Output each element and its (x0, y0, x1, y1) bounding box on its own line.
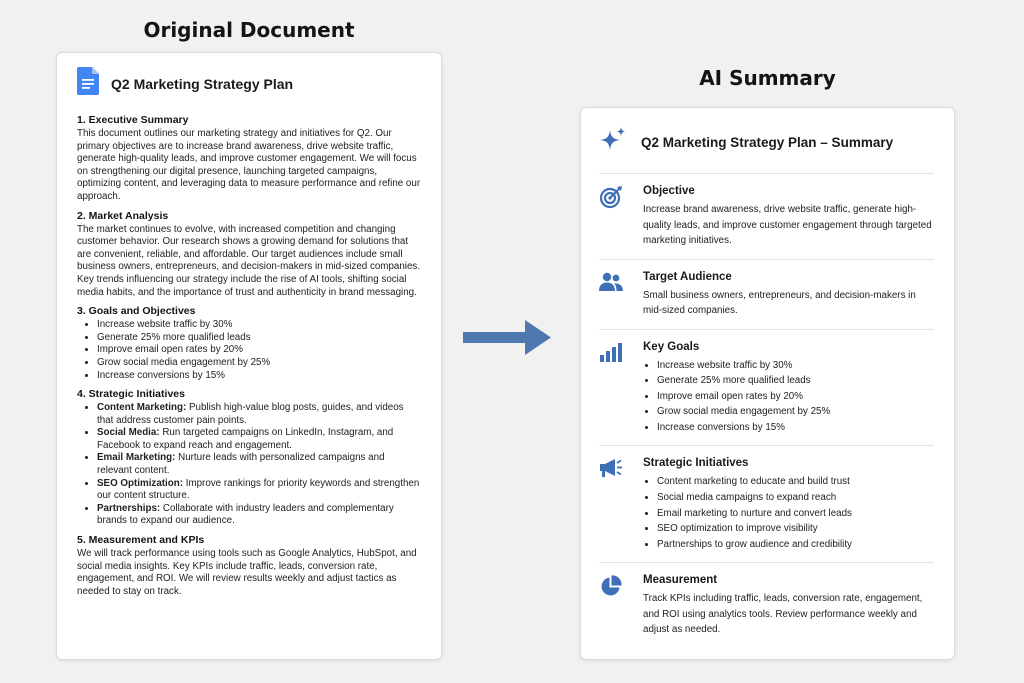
list-item: • Email marketing to nurture and convert leads (657, 506, 934, 522)
summary-section-key-goals (599, 330, 934, 447)
section-title: Strategic Initiatives (643, 457, 749, 470)
section-title: 4. Strategic Initiatives (77, 388, 185, 401)
list-item: • Generate 25% more qualified leads (657, 373, 934, 389)
list-item: • Increase website traffic by 30% (657, 358, 934, 374)
section-title: 5. Measurement and KPIs (77, 534, 205, 547)
list-item (97, 478, 421, 503)
document-header (77, 67, 421, 100)
doc-section-goals (77, 305, 421, 382)
initiative-text: Collaborate with industry leaders and complementary brands to expand our audience. (97, 502, 394, 527)
summary-section-objective (599, 174, 934, 260)
initiative-text: Publish high-value blog posts, guides, and videos that address customer pain points. (97, 402, 404, 426)
goals-list (77, 319, 421, 382)
section-text: The market continues to evolve, with increased competition and changing customer behavior. Our research shows a growing demand for solutions that are convenient, reliable, and affordable. Our target audiences include small business owners, entrepreneurs, and decision-makers in mid-sized companies. Key trends influencing our strategy include the rise of AI tools, shifting social media habits, and the importance of trust and authenticity in brand messaging. (77, 223, 421, 298)
section-title: Target Audience (643, 270, 732, 283)
summary-title: Q2 Marketing Strategy Plan – Summary (641, 135, 894, 150)
list-item (97, 503, 421, 528)
original-document-heading: Original Document (143, 18, 355, 42)
google-docs-icon (77, 67, 99, 100)
initiative-text: Run targeted campaigns on LinkedIn, Instagram, and Facebook to expand reach and engagement. (97, 427, 394, 451)
ai-summary-card (580, 107, 955, 660)
section-text: This document outlines our marketing strategy and initiatives for Q2. Our primary objectives are to increase brand awareness, drive website traffic, generate high-quality leads, and improve customer engagement. We will focus on strengthening our digital presence, launching targeted campaigns, optimizing content, and leveraging data to measure performance and refine our approach. (77, 128, 421, 202)
doc-section-executive-summary (77, 114, 421, 204)
list-item: • Grow social media engagement by 25% (657, 404, 934, 420)
doc-section-market-analysis (77, 210, 421, 300)
section-text: Small business owners, entrepreneurs, and decision-makers in mid-sized companies. (643, 289, 916, 316)
list-item: • Social media campaigns to expand reach (657, 490, 934, 506)
initiative-label: Social Media: (97, 427, 160, 439)
target-icon (599, 185, 625, 249)
initiatives-list (77, 402, 421, 528)
list-item: • Increase conversions by 15% (657, 420, 934, 436)
section-text: We will track performance using tools such as Google Analytics, HubSpot, and social media insights. Key KPIs include traffic, leads, conversion rate, engagement, and ROI. We will review results weekly and adjust tactics as needed to stay on track. (77, 548, 417, 597)
list-item: • SEO optimization to improve visibility (657, 521, 934, 537)
initiative-text: Nurture leads with personalized campaigns and relevant content. (97, 452, 385, 477)
section-title: Key Goals (643, 340, 700, 353)
initiative-label: Email Marketing: (97, 452, 176, 464)
section-title: 2. Market Analysis (77, 209, 169, 222)
megaphone-icon (599, 457, 625, 552)
doc-section-strategic-initiatives (77, 388, 421, 528)
section-title: 3. Goals and Objectives (77, 305, 196, 318)
list-item: • Improve email open rates by 20% (97, 344, 421, 357)
section-text: Track KPIs including traffic, leads, conversion rate, engagement, and ROI using analytics tools. Review performance weekly and adjust as needed. (643, 593, 923, 636)
list-item: • Generate 25% more qualified leads (97, 332, 421, 345)
summary-section-measurement (599, 563, 934, 648)
initiative-text: Improve rankings for priority keywords and strengthen our content structure. (97, 477, 420, 502)
summary-section-target-audience (599, 260, 934, 330)
list-item (97, 427, 421, 452)
pie-chart-icon (599, 574, 625, 638)
document-title: Q2 Marketing Strategy Plan (111, 75, 294, 92)
ai-summary-heading: AI Summary (699, 66, 836, 90)
section-title: Measurement (643, 574, 718, 587)
sparkle-icon (599, 126, 627, 159)
key-goals-list (643, 358, 934, 436)
list-item: • Improve email open rates by 20% (657, 389, 934, 405)
section-title: 1. Executive Summary (77, 114, 189, 126)
doc-section-measurement (77, 534, 421, 598)
list-item (97, 452, 421, 477)
bar-chart-icon (599, 341, 625, 436)
section-text: Increase brand awareness, drive website traffic, generate high-quality leads, and improve customer engagement through targeted marketing initiatives. (643, 204, 932, 246)
initiative-label: Partnerships: (97, 502, 161, 514)
initiative-label: Content Marketing: (97, 402, 187, 414)
list-item: • Increase conversions by 15% (97, 370, 421, 383)
people-icon (599, 271, 625, 319)
list-item (97, 402, 421, 427)
original-document-card (56, 52, 442, 660)
initiative-label: SEO Optimization: (97, 477, 183, 489)
arrow-right-icon (463, 318, 553, 358)
list-item: • Content marketing to educate and build trust (657, 474, 934, 490)
list-item: • Increase website traffic by 30% (97, 319, 421, 332)
list-item: • Grow social media engagement by 25% (97, 357, 421, 370)
initiatives-list (643, 474, 934, 552)
summary-section-strategic-initiatives (599, 446, 934, 563)
list-item: • Partnerships to grow audience and credibility (657, 537, 934, 553)
section-title: Objective (643, 185, 695, 197)
summary-header (599, 126, 934, 174)
